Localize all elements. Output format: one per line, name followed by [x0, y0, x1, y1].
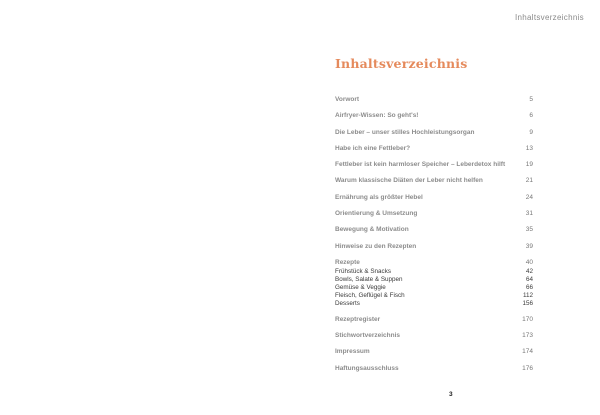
toc-entry[interactable]	[335, 226, 533, 242]
running-head: Inhaltsverzeichnis	[515, 13, 584, 22]
page-title: Inhaltsverzeichnis	[335, 56, 468, 71]
toc-entry[interactable]	[335, 210, 533, 226]
toc-subentry[interactable]	[335, 276, 533, 284]
toc-entry-page: 6	[529, 112, 533, 120]
toc-subentry[interactable]	[335, 300, 533, 308]
toc-entry-page: 9	[529, 128, 533, 136]
toc-entry-recipes[interactable]	[335, 259, 533, 268]
toc-entry[interactable]	[335, 96, 533, 112]
toc-entry[interactable]	[335, 161, 533, 177]
toc-entry[interactable]	[335, 145, 533, 161]
toc-entry-page: 174	[522, 348, 533, 356]
toc-entry-page: 39	[525, 242, 533, 250]
toc-entry-page: 35	[525, 226, 533, 234]
toc-subentry-label: Bowls, Salate & Suppen	[335, 275, 403, 283]
toc-entry-label: Vorwort	[335, 96, 360, 103]
toc-entry-label: Habe ich eine Fettleber?	[335, 144, 411, 152]
toc-entry[interactable]	[335, 112, 533, 128]
toc-entry[interactable]	[335, 348, 533, 364]
toc-entry-label: Orientierung & Umsetzung	[335, 210, 418, 218]
toc-subentry-label: Fleisch, Geflügel & Fisch	[335, 291, 405, 299]
toc-entry-label: Bewegung & Motivation	[335, 226, 409, 234]
toc-entry[interactable]	[335, 365, 533, 381]
toc-entry-label: Ernährung als größter Hebel	[335, 193, 423, 201]
toc-entry-label: Impressum	[335, 348, 370, 356]
toc-entry[interactable]	[335, 316, 533, 332]
toc-entry-label: Fettleber ist kein harmloser Speicher – Leberdetox hilft	[335, 161, 506, 169]
table-of-contents	[335, 96, 533, 381]
toc-entry-label: Stichwortverzeichnis	[335, 332, 401, 340]
toc-bottom-section	[335, 316, 533, 381]
toc-entry-label: Die Leber – unser stilles Hochleistungsorgan	[335, 128, 475, 136]
toc-subentry-label: Desserts	[335, 299, 360, 307]
toc-entry-page: 24	[525, 193, 533, 201]
toc-entry-page: 19	[525, 161, 533, 169]
toc-entry-label: Hinweise zu den Rezepten	[335, 242, 417, 250]
toc-entry-page: 5	[529, 96, 533, 103]
toc-entry-label: Rezeptregister	[335, 315, 381, 323]
toc-recipes-subsections	[335, 268, 533, 307]
toc-entry-page: 170	[522, 315, 533, 323]
toc-entry[interactable]	[335, 177, 533, 193]
toc-entry-label: Rezepte	[335, 258, 360, 266]
toc-entry-page: 40	[525, 258, 533, 266]
toc-subentry[interactable]	[335, 268, 533, 276]
toc-subentry-label: Gemüse & Veggie	[335, 283, 386, 291]
toc-subentry[interactable]	[335, 284, 533, 292]
toc-entry[interactable]	[335, 129, 533, 145]
toc-subentry-page: 64	[525, 275, 533, 283]
toc-entry-label: Warum klassische Diäten der Leber nicht helfen	[335, 177, 483, 185]
toc-entry-label: Airfryer-Wissen: So geht's!	[335, 112, 419, 120]
toc-entry-page: 21	[525, 177, 533, 185]
toc-entry[interactable]	[335, 194, 533, 210]
toc-subentry-page: 112	[522, 291, 533, 299]
toc-subentry-label: Frühstück & Snacks	[335, 267, 391, 275]
toc-entry[interactable]	[335, 332, 533, 348]
page-number: 3	[449, 391, 453, 398]
toc-subentry-page: 156	[522, 299, 533, 307]
toc-entry-page: 13	[525, 144, 533, 152]
toc-recipes-group	[335, 259, 533, 307]
toc-subentry-page: 66	[525, 283, 533, 291]
toc-entry-page: 176	[522, 364, 533, 372]
toc-subentry-page: 42	[525, 267, 533, 275]
toc-subentry[interactable]	[335, 292, 533, 300]
toc-top-section	[335, 96, 533, 259]
toc-entry-page: 31	[525, 210, 533, 218]
toc-entry-label: Haftungsausschluss	[335, 364, 399, 372]
toc-entry[interactable]	[335, 243, 533, 259]
toc-entry-page: 173	[522, 332, 533, 340]
